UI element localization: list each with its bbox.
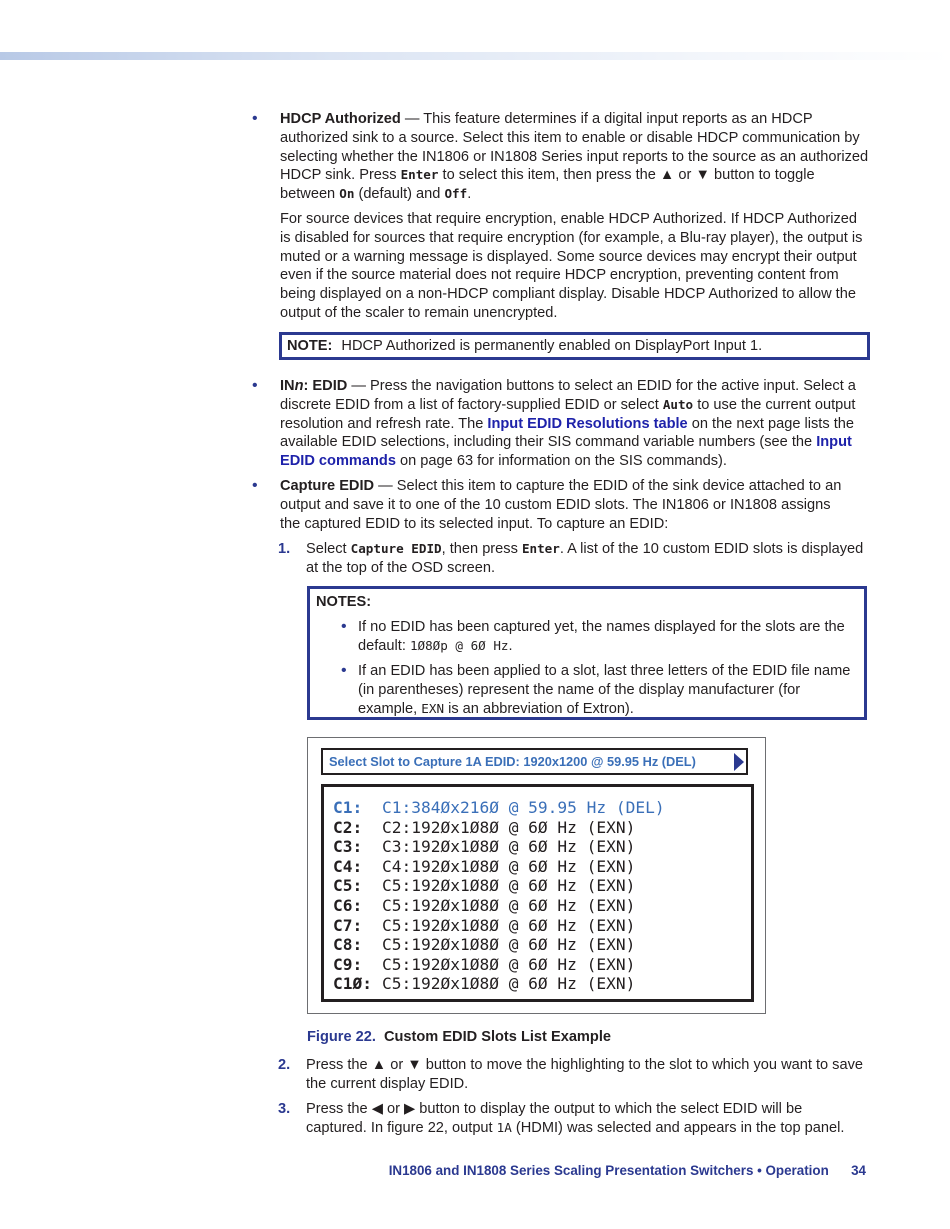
edid-title: INn: EDID [280,378,348,394]
figure-number: Figure 22. [307,1029,376,1045]
hdcp-title: HDCP Authorized [280,111,401,127]
enter-key: Enter [400,167,439,183]
manufacturer-code: EXN [421,700,445,716]
hdcp-paragraph-2-wrap [280,210,870,323]
step-1-number: 1. [278,541,291,557]
edid-paragraph: INn: EDID — Press the navigation buttons to select an EDID for the active input. Select a discrete EDID from a list of factory-supplied EDID or select Auto to use the current output resolution and refresh rate. The Input EDID Resolutions table on the next page lists the available EDID selections, including their SIS command variable numbers (see the Input EDID commands on page 63 for information on the SIS commands). [280,378,856,470]
note-item: • If no EDID has been captured yet, the names displayed for the slots are the default: 1Ø8Øp @ 6Ø Hz. [341,617,845,654]
capture-edid-command: Capture EDID [350,541,442,556]
hdcp-paragraph-1: HDCP Authorized — This feature determines if a digital input reports as an HDCP authorized sink to a source. Select this item to enable or disable HDCP communication by selecting whether the IN1806 or IN1808 Series input reports to the source as an authorized HDCP sink. Press Enter to select this item, then press the ▲ or ▼ button to toggle between On (default) and Off. [280,111,869,203]
hdcp-paragraph-2: For source devices that require encryption, enable HDCP Authorized. If HDCP Authorized is disabled for sources that require encryption (for example, a Blu-ray player), the output is muted or a warning message is displayed. Some source devices may encrypt their output even if the source material does not require HDCP encryption, preventing content from being displayed on a non-HDCP compliant display. Disable HDCP Authorized to allow the output of the scaler to remain unencrypted. [280,211,863,321]
right-arrow-icon[interactable] [734,753,744,771]
step-1-text: Select Capture EDID, then press Enter. A list of the 10 custom EDID slots is displayed at the top of the OSD screen. [306,541,864,576]
edid-section [280,377,870,471]
off-value: Off [444,186,468,202]
step-3-text: Press the ◀ or ▶ button to display the output to which the select EDID will be captured. In figure 22, output 1A (HDMI) was selected and appears in the top panel. [306,1101,845,1136]
slot-row[interactable]: C8: C5:192Øx1Ø8Ø @ 6Ø Hz (EXN) [333,935,636,955]
capture-section [280,477,850,533]
hdcp-section [280,110,870,204]
figure-caption [307,1028,611,1047]
input-edid-resolutions-link[interactable]: Input EDID Resolutions table [487,415,688,432]
hdcp-note-box [279,332,870,360]
bullet-icon: • [252,110,258,127]
note-text: HDCP Authorized is permanently enabled on DisplayPort Input 1. [341,338,763,354]
slot-row[interactable]: C4: C4:192Øx1Ø8Ø @ 6Ø Hz (EXN) [333,856,636,876]
figure-22-frame [307,737,766,1014]
slot-row[interactable]: C7: C5:192Øx1Ø8Ø @ 6Ø Hz (EXN) [333,915,636,935]
capture-title: Capture EDID [280,478,375,494]
auto-value: Auto [662,396,694,412]
default-slot-name: 1Ø8Øp @ 6Ø Hz [409,637,509,653]
footer-title: IN1806 and IN1808 Series Scaling Presentation Switchers • Operation [388,1163,829,1178]
bullet-icon: • [341,617,347,635]
header-band [0,52,950,60]
note-item: • If an EDID has been applied to a slot, last three letters of the EDID file name (in parentheses) represent the name of the display manufacturer (for example, EXN is an abbreviation of Extron). [341,662,851,717]
notes-box [307,586,867,720]
notes-title: NOTES: [316,594,372,610]
step-2-number: 2. [278,1057,291,1073]
slot-row[interactable]: C9: C5:192Øx1Ø8Ø @ 6Ø Hz (EXN) [333,954,636,974]
page-footer [389,1162,866,1181]
capture-paragraph: Capture EDID — Select this item to capture the EDID of the sink device attached to an output and save it to one of the 10 custom EDID slots. The IN1806 or IN1808 assigns the captured EDID to its selected input. To capture an EDID: [280,478,842,532]
slot-row[interactable]: C1Ø: C5:192Øx1Ø8Ø @ 6Ø Hz (EXN) [333,974,636,994]
osd-slot-list [321,784,754,1002]
slot-row[interactable]: C1: C1:384Øx216Ø @ 59.95 Hz (DEL) [333,798,665,817]
bullet-icon: • [252,377,258,394]
bullet-icon: • [252,477,258,494]
page-number: 34 [851,1163,866,1178]
input-edid-commands-link[interactable]: Input EDID commands [280,434,852,470]
osd-header-panel[interactable] [321,748,748,775]
step-2-text: Press the ▲ or ▼ button to move the highlighting to the slot to which you want to save the current display EDID. [306,1057,863,1092]
slot-row[interactable]: C2: C2:192Øx1Ø8Ø @ 6Ø Hz (EXN) [333,817,636,837]
figure-caption-text: Custom EDID Slots List Example [383,1029,611,1045]
osd-header-text: Select Slot to Capture 1A EDID: 1920x1200 @ 59.95 Hz (DEL) [329,754,696,769]
output-code: 1A [496,1119,512,1135]
step-3-number: 3. [278,1101,291,1117]
enter-key: Enter [521,541,560,556]
slot-row[interactable]: C3: C3:192Øx1Ø8Ø @ 6Ø Hz (EXN) [333,837,636,857]
slot-row[interactable]: C6: C5:192Øx1Ø8Ø @ 6Ø Hz (EXN) [333,895,636,915]
bullet-icon: • [341,662,347,680]
on-value: On [339,186,355,202]
slot-row[interactable]: C5: C5:192Øx1Ø8Ø @ 6Ø Hz (EXN) [333,876,636,896]
note-label: NOTE: [287,338,333,354]
